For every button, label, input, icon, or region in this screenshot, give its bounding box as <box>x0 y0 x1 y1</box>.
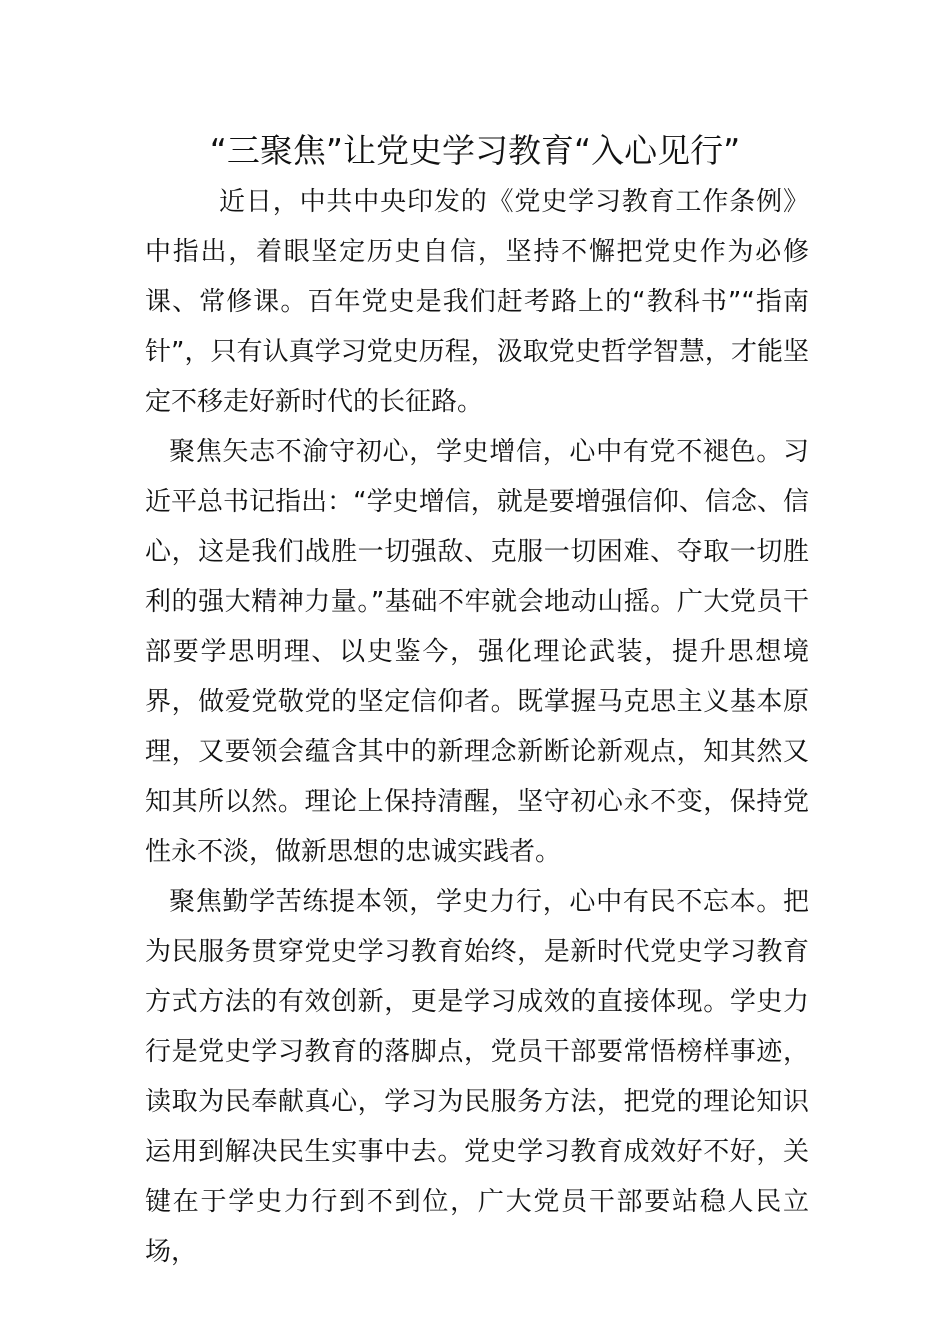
paragraph-practice: 聚焦勤学苦练提本领，学史力行，心中有民不忘本。把为民服务贯穿党史学习教育始终，是新时代党史学习教育方式方法的有效创新，更是学习成效的直接体现。学史力行是党史学习教育的落脚点，党员干部要常悟榜样事迹，读取为民奉献真心，学习为民服务方法，把党的理论知识运用到解决民生实事中去。党史学习教育成效好不好，关键在于学史力行到不到位，广大党员干部要站稳人民立场， <box>145 887 809 1267</box>
document-body <box>145 177 809 1277</box>
paragraph-faith: 聚焦矢志不渝守初心，学史增信，心中有党不褪色。习近平总书记指出：“学史增信，就是要增强信仰、信念、信心，这是我们战胜一切强敌、克服一切困难、夺取一切胜利的强大精神力量。”基础不牢就会地动山摇。广大党员干部要学思明理、以史鉴今，强化理论武装，提升思想境界，做爱党敬党的坚定信仰者。既掌握马克思主义基本原理，又要领会蕴含其中的新理念新断论新观点，知其然又知其所以然。理论上保持清醒，坚守初心永不变，保持党性永不淡，做新思想的忠诚实践者。 <box>145 437 809 867</box>
document-title: “三聚焦”让党史学习教育“入心见行” <box>209 131 741 170</box>
paragraph-intro: 近日，中共中央印发的《党史学习教育工作条例》中指出，着眼坚定历史自信，坚持不懈把党史作为必修课、常修课。百年党史是我们赶考路上的“教科书”“指南针”，只有认真学习党史历程，汲取党史哲学智慧，才能坚定不移走好新时代的长征路。 <box>145 187 809 417</box>
